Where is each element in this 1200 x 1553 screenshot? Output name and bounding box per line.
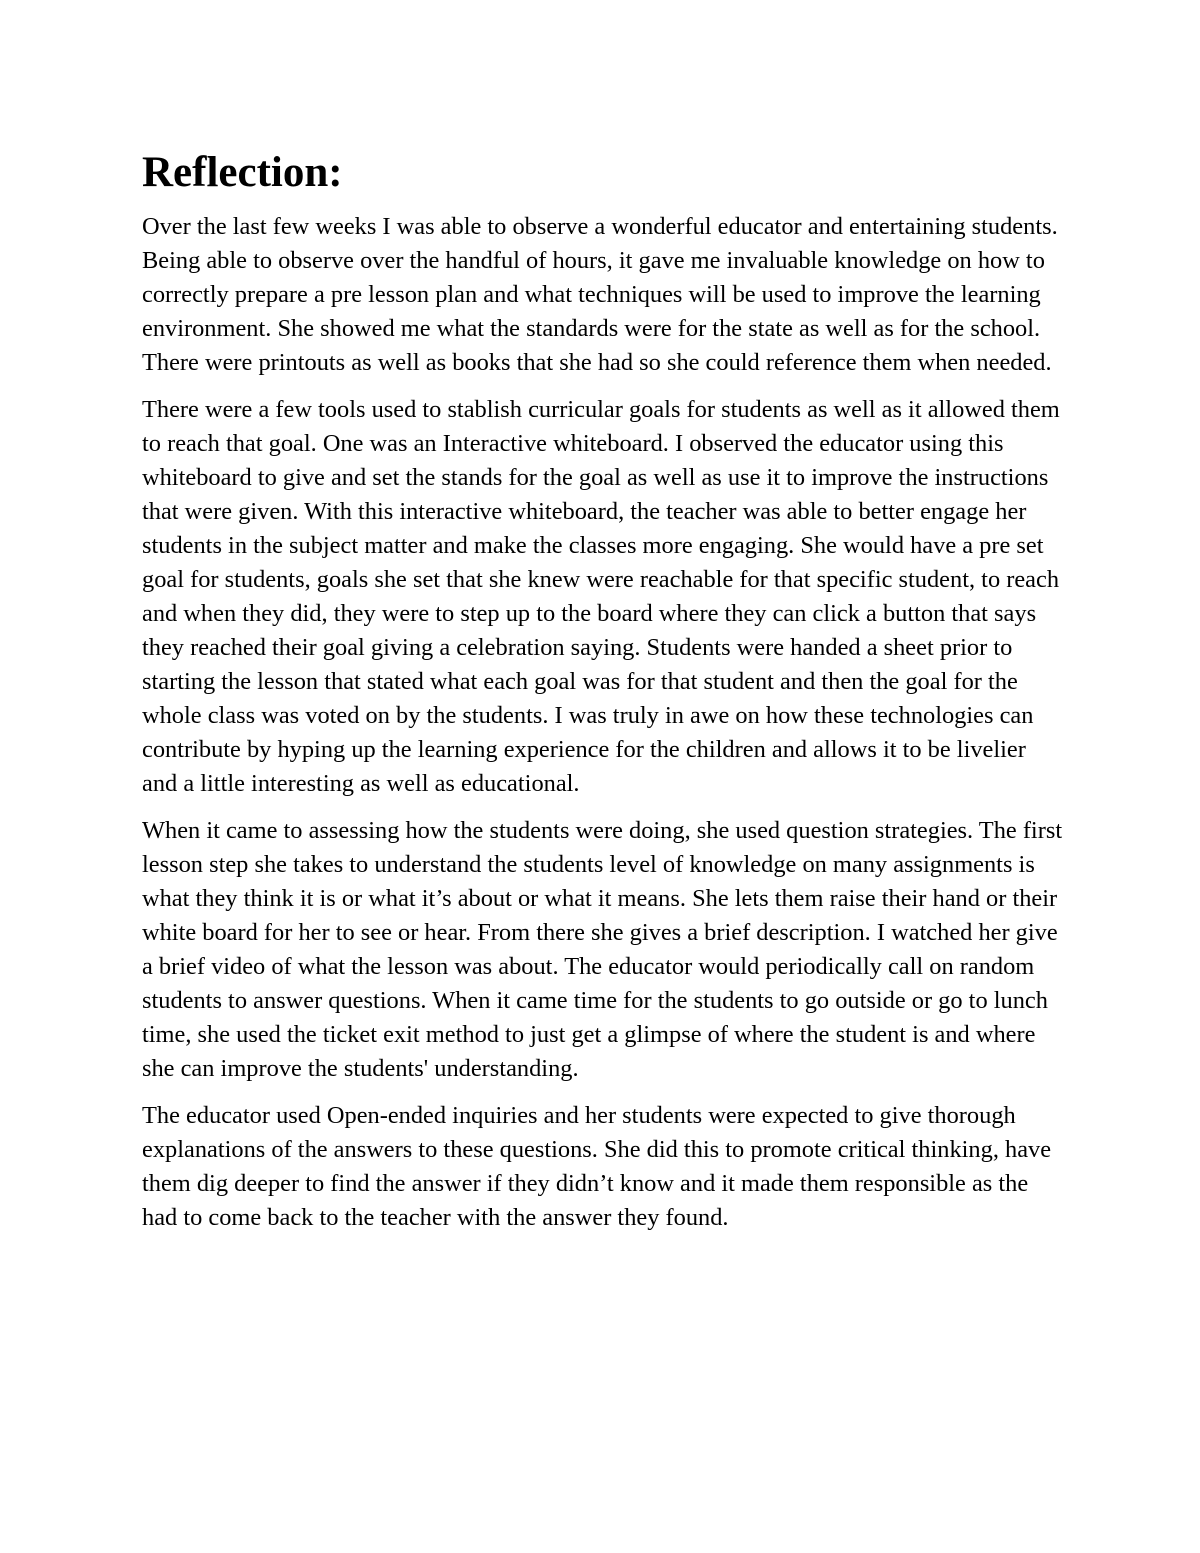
document-title: Reflection: — [142, 149, 343, 196]
paragraph-tools: There were a few tools used to stablish curricular goals for students as well as it allowed them to reach that goal. One was an Interactive whiteboard. I observed the educator using this whiteboard to give and set the stands for the goal as well as use it to improve the instructions that were given. With this interactive whiteboard, the teacher was able to better engage her students in the subject matter and make the classes more engaging. She would have a pre set goal for students, goals she set that she knew were reachable for that specific student, to reach and when they did, they were to step up to the board where they can click a button that says they reached their goal giving a celebration saying. Students were handed a sheet prior to starting the lesson that stated what each goal was for that student and then the goal for the whole class was voted on by the students. I was truly in awe on how these technologies can contribute by hyping up the learning experience for the children and allows it to be livelier and a little interesting as well as educational. — [142, 396, 1060, 797]
document-body — [142, 150, 1067, 1248]
paragraph-assessment: When it came to assessing how the students were doing, she used question strategies. The first lesson step she takes to understand the students level of knowledge on many assignments is what they think it is or what it’s about or what it means. She lets them raise their hand or their white board for her to see or hear. From there she gives a brief description. I watched her give a brief video of what the lesson was about. The educator would periodically call on random students to answer questions. When it came time for the students to go outside or go to lunch time, she used the ticket exit method to just get a glimpse of where the student is and where she can improve the students' understanding. — [142, 817, 1063, 1082]
paragraph-inquiries: The educator used Open-ended inquiries and her students were expected to give thorough explanations of the answers to these questions. She did this to promote critical thinking, have them dig deeper to find the answer if they didn’t know and it made them responsible as the had to come back to the teacher with the answer they found. — [142, 1102, 1052, 1231]
paragraph-observation: Over the last few weeks I was able to observe a wonderful educator and entertaining students. Being able to observe over the handful of hours, it gave me invaluable knowledge on how to correctly prepare a pre lesson plan and what techniques will be used to improve the learning environment. She showed me what the standards were for the state as well as for the school. There were printouts as well as books that she had so she could reference them when needed. — [142, 213, 1058, 376]
